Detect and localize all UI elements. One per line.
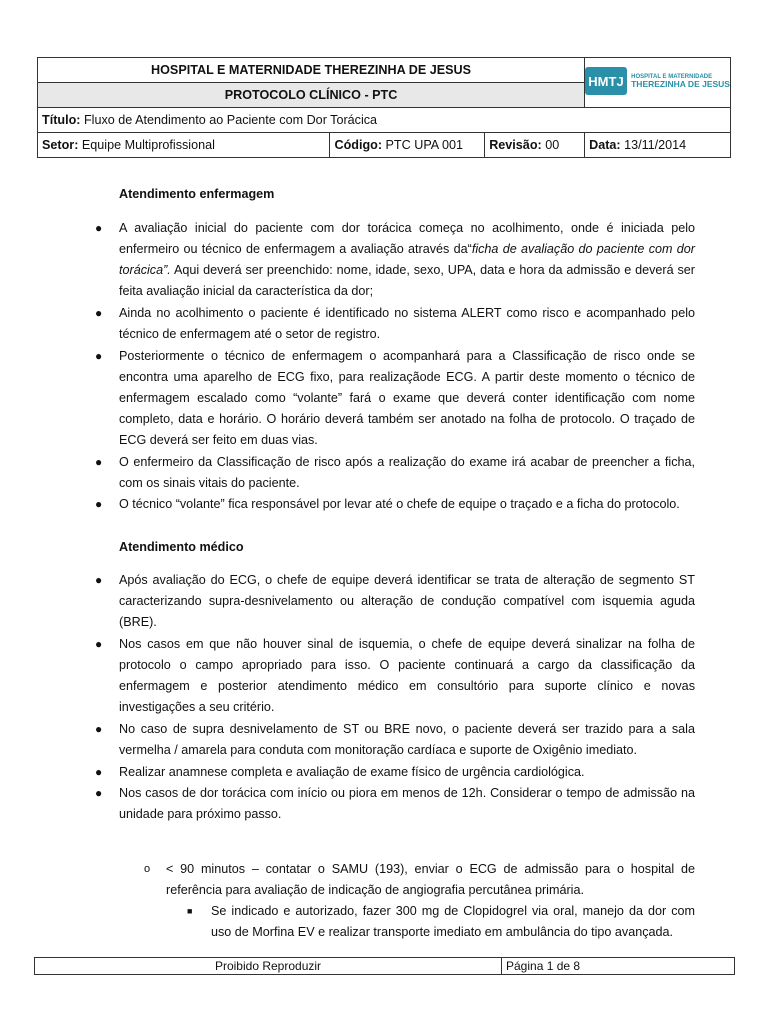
nursing-b1-post: Aqui deverá ser preenchido: nome, idade, sexo, UPA, data e hora da admissão e deverá ser feita avaliação inicial da característica da dor; (119, 263, 695, 298)
sector-value: Equipe Multiprofissional (81, 138, 215, 152)
revision-value: 00 (545, 138, 560, 152)
hospital-name: HOSPITAL E MATERNIDADE THEREZINHA DE JESUS (38, 58, 585, 83)
document-footer (34, 957, 735, 975)
medical-b5: Nos casos de dor torácica com início ou piora em menos de 12h. Considerar o tempo de admissão na unidade para próximo passo. (119, 786, 695, 821)
medical-b2: Nos casos em que não houver sinal de isquemia, o chefe de equipe deverá sinalizar na folha de protocolo o campo apropriado para isso. O paciente continuará a cargo da classificação da enfermagem e posterior atendimento médico em consultório para suporte clínico e novas investigações a seu critério. (119, 637, 695, 714)
sub-sub-list-item (187, 901, 695, 943)
list-item (95, 452, 695, 494)
bullet-icon: ● (95, 349, 103, 363)
revision-label: Revisão: (489, 138, 542, 152)
list-item (95, 634, 695, 718)
medical-b3: No caso de supra desnivelamento de ST ou BRE novo, o paciente deverá ser trazido para a sala vermelha / amarela para conduta com monitoração cardíaca e suporte de Oxigênio imediato. (119, 722, 695, 757)
code-value: PTC UPA 001 (385, 138, 463, 152)
bullet-icon: ● (95, 573, 103, 587)
logo-line1: HOSPITAL E MATERNIDADE (631, 73, 713, 80)
bullet-icon: ● (95, 786, 103, 800)
list-item (95, 762, 695, 783)
nursing-section-title: Atendimento enfermagem (119, 187, 275, 201)
date-value: 13/11/2014 (624, 138, 687, 152)
list-item (95, 570, 695, 633)
bullet-icon: ● (95, 497, 103, 511)
nursing-b1-italic: ficha de avaliação do paciente com dor torácica”. (119, 242, 695, 277)
hmtj-logo-icon (585, 67, 627, 95)
hospital-logo (585, 67, 730, 95)
date-cell (585, 133, 731, 158)
bullet-icon: ● (95, 637, 103, 651)
footer-notice: Proibido Reproduzir (35, 958, 502, 975)
medical-section-title: Atendimento médico (119, 540, 244, 554)
list-item (95, 719, 695, 761)
title-value: Fluxo de Atendimento ao Paciente com Dor Torácica (83, 113, 378, 127)
date-label: Data: (589, 138, 621, 152)
protocol-type: PROTOCOLO CLÍNICO - PTC (38, 83, 585, 108)
medical-b4: Realizar anamnese completa e avaliação de exame físico de urgência cardiológica. (119, 765, 585, 779)
code-label: Código: (334, 138, 383, 152)
nursing-b4: O enfermeiro da Classificação de risco após a realização do exame irá acabar de preencher a ficha, com os sinais vitais do paciente. (119, 455, 695, 490)
bullet-icon: ● (95, 455, 103, 469)
title-row (38, 108, 731, 133)
title-label: Título: (42, 113, 81, 127)
logo-line2: THEREZINHA DE JESUS (631, 78, 730, 89)
logo-cell (585, 58, 731, 108)
nursing-b1-pre: A avaliação inicial do paciente com dor torácica começa no acolhimento, onde é iniciada pelo enfermeiro ou técnico de enfermagem a avaliação através da“ (119, 221, 695, 256)
footer-page-number: Página 1 de 8 (502, 958, 735, 975)
medical-subsub1: Se indicado e autorizado, fazer 300 mg de Clopidogrel via oral, manejo da dor com uso de Morfina EV e realizar transporte imediato em ambulância do tipo avançada. (211, 904, 695, 939)
list-item (95, 783, 695, 825)
list-item (95, 346, 695, 451)
logo-mark-text: HMTJ (588, 74, 624, 89)
nursing-b3: Posteriormente o técnico de enfermagem o acompanhará para a Classificação de risco onde se encontra uma aparelho de ECG fixo, para realizaçãode ECG. A partir deste momento o técnico de enfermagem escalado como “volante” fará o exame que deverá conter identificação com nome completo, data e horário. O horário deverá também ser anotado na folha de protocolo. O traçado de ECG deverá ser feito em duas vias. (119, 349, 695, 447)
nursing-b2: Ainda no acolhimento o paciente é identificado no sistema ALERT como risco e acompanhado pelo técnico de enfermagem até o setor de registro. (119, 306, 695, 341)
medical-sub1: < 90 minutos – contatar o SAMU (193), enviar o ECG de admissão para o hospital de referência para avaliação de indicação de angiografia percutânea primária. (166, 862, 695, 897)
sector-cell (38, 133, 330, 158)
bullet-icon: ● (95, 221, 103, 235)
bullet-icon: ● (95, 722, 103, 736)
medical-b1: Após avaliação do ECG, o chefe de equipe deverá identificar se trata de alteração de segmento ST caracterizando supra-desnivelamento ou alteração de condução compatível com isquemia aguda (BRE). (119, 573, 695, 629)
bullet-icon: ● (95, 765, 103, 779)
document-header (37, 57, 731, 158)
list-item (95, 494, 695, 515)
sector-label: Setor: (42, 138, 79, 152)
revision-cell (485, 133, 585, 158)
bullet-icon: ● (95, 306, 103, 320)
list-item (95, 218, 695, 302)
nursing-b5: O técnico “volante” fica responsável por levar até o chefe de equipe o traçado e a ficha do protocolo. (119, 497, 680, 511)
sub-list-item (144, 859, 695, 901)
circle-bullet-icon: o (144, 863, 151, 875)
list-item (95, 303, 695, 345)
code-cell (330, 133, 485, 158)
square-bullet-icon: ■ (187, 906, 193, 916)
